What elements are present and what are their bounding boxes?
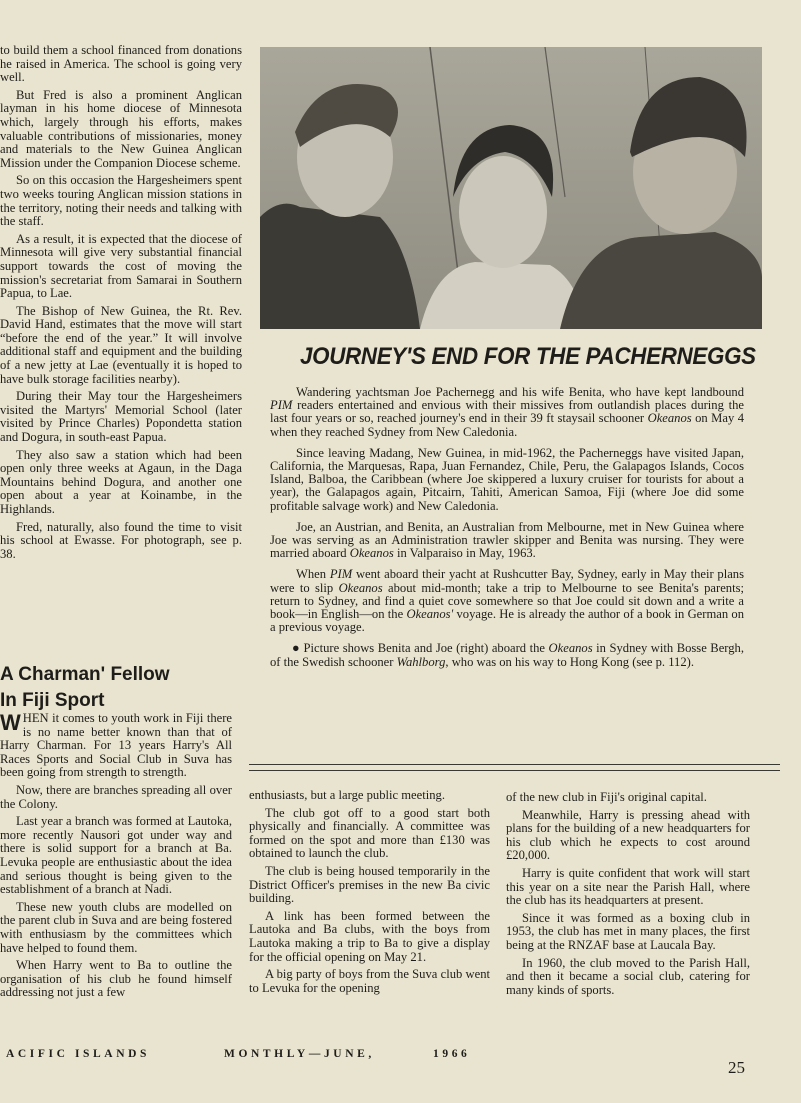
paragraph: A big party of boys from the Suva club went to Levuka for the opening: [249, 967, 490, 995]
footer-month: MONTHLY—JUNE,: [224, 1048, 375, 1060]
drop-cap: W: [0, 710, 21, 735]
second-article-right-column: [506, 791, 750, 1001]
feature-article: [270, 386, 744, 677]
page-footer: [0, 1044, 790, 1077]
feature-paragraph: Joe, an Austrian, and Benita, an Australian from Melbourne, met in New Guinea where Joe was serving as an Administration trawler skipper and Benita was nursing. They were married aboard Okeanos in Valparaiso in May, 1963.: [270, 519, 744, 561]
feature-paragraph: Since leaving Madang, New Guinea, in mid-1962, the Pacherneggs have visited Japan, California, the Marquesas, Rapa, Juan Fernandez, Chile, Peru, the Galapagos Islands, Cocos Island, Balboa, the Caribbean (where Joe skippered a luxury cruiser for tourists for about a year), the Galapagos again, Pitcairn, Tahiti, American Samoa, Fiji (where Joe did some profitable salvage work) and New Caledonia.: [270, 445, 744, 513]
divider-rule: [249, 770, 780, 771]
feature-paragraph: When PIM went aboard their yacht at Rushcutter Bay, Sydney, early in May their plans were to slip Okeanos about mid-month; take a trip to Melbourne to see Benita's parents; return to Sydney, and find a quiet cove somewhere so that Joe could sit down and a write a book—in English—on the Okeanos' voyage. He is already the author of a book in German on a previous voyage.: [270, 567, 744, 635]
paragraph: The club got off to a good start both physically and financially. A committee was formed on the spot and more than £130 was obtained to launch the club.: [249, 805, 490, 861]
second-headline-line1: A Charman' Fellow: [0, 664, 170, 685]
paragraph: A link has been formed between the Lautoka and Ba clubs, with the boys from Lautoka making a trip to Ba to give a display for the official opening on May 21.: [249, 908, 490, 964]
footer-year: 1966: [433, 1048, 471, 1060]
paragraph: These new youth clubs are modelled on the parent club in Suva and are being fostered with enthusiasm by the committees which have helped to found them.: [0, 899, 232, 955]
paragraph: WHEN it comes to youth work in Fiji there is no name better known than that of Harry Charman. For 13 years Harry's All Races Sports and Social Club in Suva has been going from strength to strength.: [0, 710, 232, 780]
left-column: [0, 44, 242, 565]
picture-caption: ● Picture shows Benita and Joe (right) aboard the Okeanos in Sydney with Bosse Bergh, of the Swedish schooner Wahlborg, who was on his way to Hong Kong (see p. 112).: [270, 641, 745, 669]
paragraph: Fred, naturally, also found the time to visit his school at Ewasse. For photograph, see p. 38.: [0, 519, 242, 561]
paragraph: But Fred is also a prominent Anglican layman in his home diocese of Minnesota which, largely through his efforts, makes valuable contributions of missionaries, money and materials to the New Guinea Anglican Mission under the Companion Diocese scheme.: [0, 87, 242, 170]
paragraph: Now, there are branches spreading all over the Colony.: [0, 782, 232, 811]
paragraph: Last year a branch was formed at Lautoka, more recently Nausori got under way and there is solid support for a branch at Ba. Levuka people are enthusiastic about the idea and serious thought is being given to the establishment of a branch at Nadi.: [0, 814, 232, 897]
paragraph: The Bishop of New Guinea, the Rt. Rev. David Hand, estimates that the move will start “before the end of the year.” It will involve additional staff and equipment and the building of a new jetty at Lae (eventually it is hoped to have bulk storage facilities nearby).: [0, 303, 242, 386]
photo-pacherneggs: [260, 47, 762, 329]
divider-rule: [249, 764, 780, 765]
feature-headline: JOURNEY'S END FOR THE PACHERNEGGS: [300, 343, 756, 370]
paragraph: Meanwhile, Harry is pressing ahead with plans for the building of a new headquarters for his club which he expects to cost around £20,000.: [506, 807, 750, 863]
paragraph: The club is being housed temporarily in the District Officer's premises in the new Ba civic building.: [249, 863, 490, 906]
paragraph: of the new club in Fiji's original capital.: [506, 790, 707, 804]
feature-paragraph: Wandering yachtsman Joe Pachernegg and his wife Benita, who have kept landbound PIM readers entertained and envious with their missives from outlandish places during the last four years or so, reached journey's end in their 39 ft staysail schooner Okeanos on May 4 when they reached Sydney from New Caledonia.: [270, 385, 745, 439]
paragraph: to build them a school financed from donations he raised in America. The school is going very well.: [0, 43, 242, 85]
paragraph: So on this occasion the Hargesheimers spent two weeks touring Anglican mission stations in the territory, noting their needs and talking with the staff.: [0, 173, 242, 229]
paragraph: When Harry went to Ba to outline the organisation of his club he found himself addressing not just a few: [0, 958, 232, 1000]
second-headline: [0, 662, 240, 714]
second-article-left-column: [0, 712, 232, 1004]
footer-publication: ACIFIC ISLANDS: [6, 1048, 151, 1060]
paragraph: During their May tour the Hargesheimers visited the Martyrs' Memorial School (later visited by Prince Charles) Popondetta station and Dogura, in south-east Papua.: [0, 389, 242, 445]
photo-image: [260, 47, 762, 329]
paragraph: Harry is quite confident that work will start this year on a site near the Parish Hall, where the club has its headquarters at present.: [506, 865, 750, 908]
second-headline-line2: In Fiji Sport: [0, 690, 105, 711]
page-number: 25: [728, 1058, 745, 1077]
second-article-middle-column: [249, 789, 490, 999]
paragraph: Since it was formed as a boxing club in 1953, the club has met in many places, the first being at the RNZAF base at Laucala Bay.: [506, 910, 750, 952]
paragraph: As a result, it is expected that the diocese of Minnesota will give very substantial financial support towards the cost of moving the mission's secretariat from Samarai in Southern Papua, to Lae.: [0, 231, 242, 301]
paragraph: In 1960, the club moved to the Parish Hall, and then it became a social club, catering for many kinds of sports.: [506, 955, 750, 997]
paragraph: They also saw a station which had been open only three weeks at Agaun, in the Daga Mountains behind Dogura, and another one open about a year at Koinambe, in the Highlands.: [0, 447, 242, 516]
paragraph: enthusiasts, but a large public meeting.: [249, 788, 445, 802]
